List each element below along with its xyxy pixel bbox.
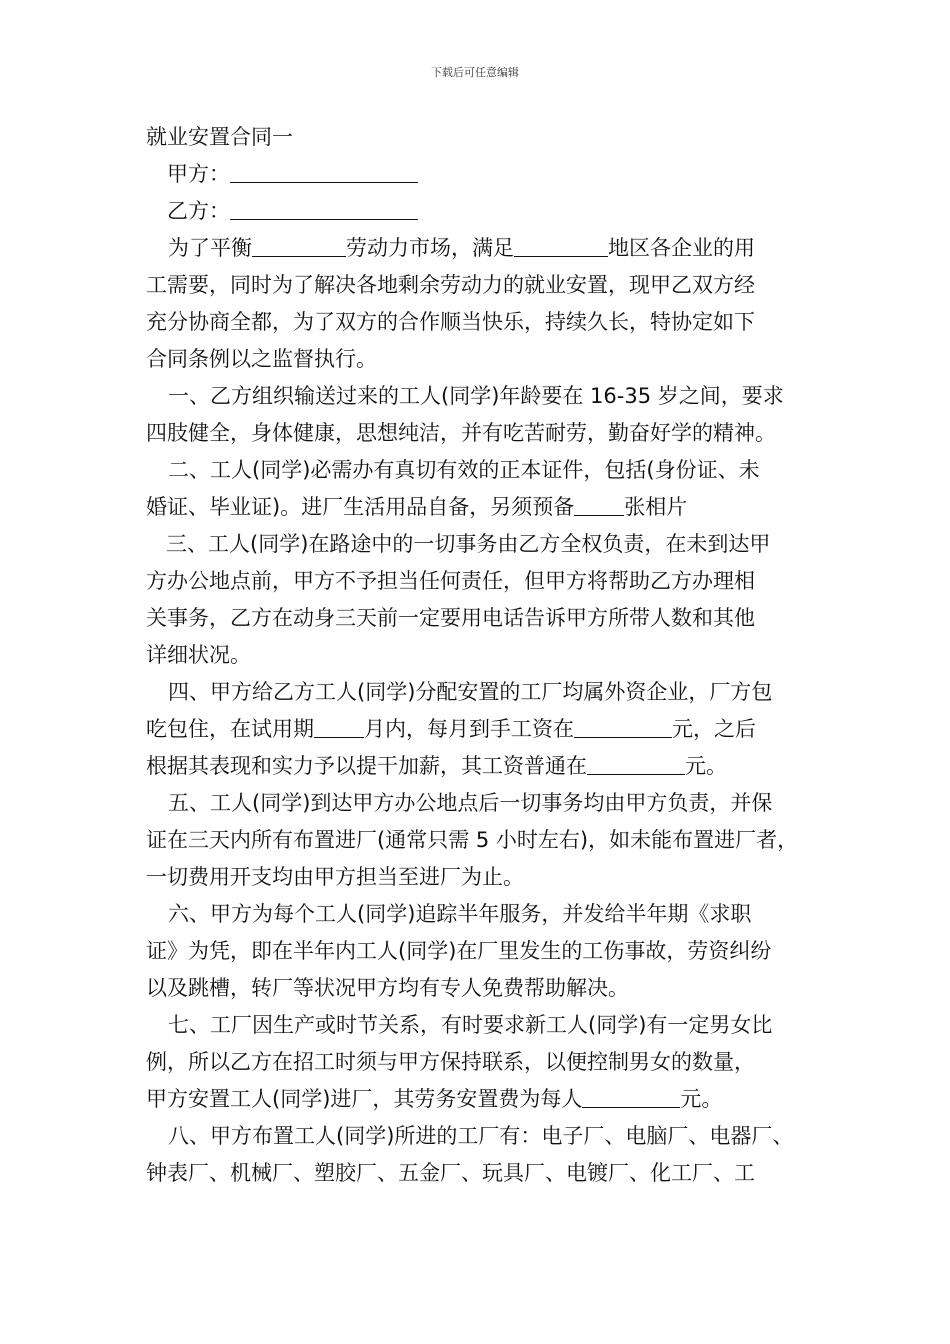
text-segment: 根据其表现和实力予以提干加薪，其工资普通在 (146, 754, 587, 778)
preamble-line-1 (146, 230, 816, 267)
document-title: 就业安置合同一 (146, 125, 293, 149)
trial-wage-blank (574, 713, 672, 738)
text-segment: 地区各企业的用 (608, 236, 755, 260)
clause-3-line-2: 方办公地点前，甲方不予担当任何责任，但甲方将帮助乙方办理相 (146, 569, 755, 593)
trial-period-blank (314, 713, 364, 738)
clause-5-line-1: 五、工人(同学)到达甲方办公地点后一切事务均由甲方负责，并保 (168, 791, 773, 815)
party-a-blank (230, 158, 418, 183)
preamble-line-3: 充分协商全都，为了双方的合作顺当快乐，持续久长，特协定如下 (146, 310, 755, 334)
clause-7-line-2: 例，所以乙方在招工时须与甲方保持联系，以便控制男女的数量， (146, 1050, 755, 1074)
clause-4-line-3 (146, 748, 816, 785)
regular-wage-blank (587, 750, 685, 775)
clause-4-line-2 (146, 711, 816, 748)
preamble-line-4: 合同条例以之监督执行。 (146, 347, 377, 371)
text-segment: 劳动力市场，满足 (346, 236, 514, 260)
page-header-note: 下载后可任意编辑 (431, 66, 519, 79)
clause-6-line-2: 证》为凭，即在半年内工人(同学)在厂里发生的工伤事故，劳资纠纷 (146, 939, 772, 963)
party-b-label: 乙方： (167, 199, 230, 223)
clause-2-line-1: 二、工人(同学)必需办有真切有效的正本证件，包括(身份证、未 (168, 458, 760, 482)
clause-3-line-4: 详细状况。 (146, 643, 251, 667)
text-segment: 婚证、毕业证)。进厂生活用品自备，另须预备 (146, 495, 575, 519)
clause-1-line-2: 四肢健全，身体健康，思想纯洁，并有吃苦耐劳，勤奋好学的精神。 (146, 421, 776, 445)
text-segment: 吃包住，在试用期 (146, 717, 314, 741)
clause-5-line-3: 一切费用开支均由甲方担当至进厂为止。 (146, 865, 524, 889)
party-b-line (146, 193, 816, 230)
clause-1-line-1: 一、乙方组织输送过来的工人(同学)年龄要在 16-35 岁之间，要求 (168, 384, 784, 408)
clause-7-line-1: 七、工厂因生产或时节关系，有时要求新工人(同学)有一定男女比 (168, 1013, 773, 1037)
clause-3-line-3: 关事务，乙方在动身三天前一定要用电话告诉甲方所带人数和其他 (146, 606, 755, 630)
text-segment: 元。 (685, 754, 727, 778)
text-segment: 张相片 (624, 495, 688, 519)
text-segment: 甲方安置工人(同学)进厂，其劳务安置费为每人 (146, 1087, 583, 1111)
party-a-line (146, 156, 816, 193)
clause-2-line-2 (146, 489, 816, 526)
clause-6-line-1: 六、甲方为每个工人(同学)追踪半年服务，并发给半年期《求职 (168, 902, 752, 926)
clause-6-line-3: 以及跳槽，转厂等状况甲方均有专人免费帮助解决。 (146, 976, 629, 1000)
text-segment: 元。 (680, 1087, 723, 1111)
clause-3-line-1: 三、工人(同学)在路途中的一切事务由乙方全权负责，在未到达甲 (166, 532, 771, 556)
text-segment: 月内，每月到手工资在 (364, 717, 574, 741)
labor-market-blank (252, 232, 346, 257)
text-segment: 元，之后 (672, 717, 756, 741)
party-a-label: 甲方： (167, 162, 230, 186)
party-b-blank (230, 195, 418, 220)
placement-fee-blank (582, 1083, 680, 1108)
clause-7-line-3 (146, 1081, 816, 1118)
text-segment: 为了平衡 (168, 236, 252, 260)
clause-8-line-2: 钟表厂、机械厂、塑胶厂、五金厂、玩具厂、电镀厂、化工厂、工 (146, 1161, 755, 1185)
region-blank (514, 232, 608, 257)
preamble-line-2: 工需要，同时为了解决各地剩余劳动力的就业安置，现甲乙双方经 (146, 273, 755, 297)
photo-count-blank (574, 491, 624, 516)
clause-4-line-1: 四、甲方给乙方工人(同学)分配安置的工厂均属外资企业，厂方包 (168, 680, 773, 704)
clause-8-line-1: 八、甲方布置工人(同学)所进的工厂有：电子厂、电脑厂、电器厂、 (168, 1124, 794, 1148)
clause-5-line-2: 证在三天内所有布置进厂(通常只需 5 小时左右)，如未能布置进厂者， (146, 828, 799, 852)
contract-body (146, 119, 816, 1192)
